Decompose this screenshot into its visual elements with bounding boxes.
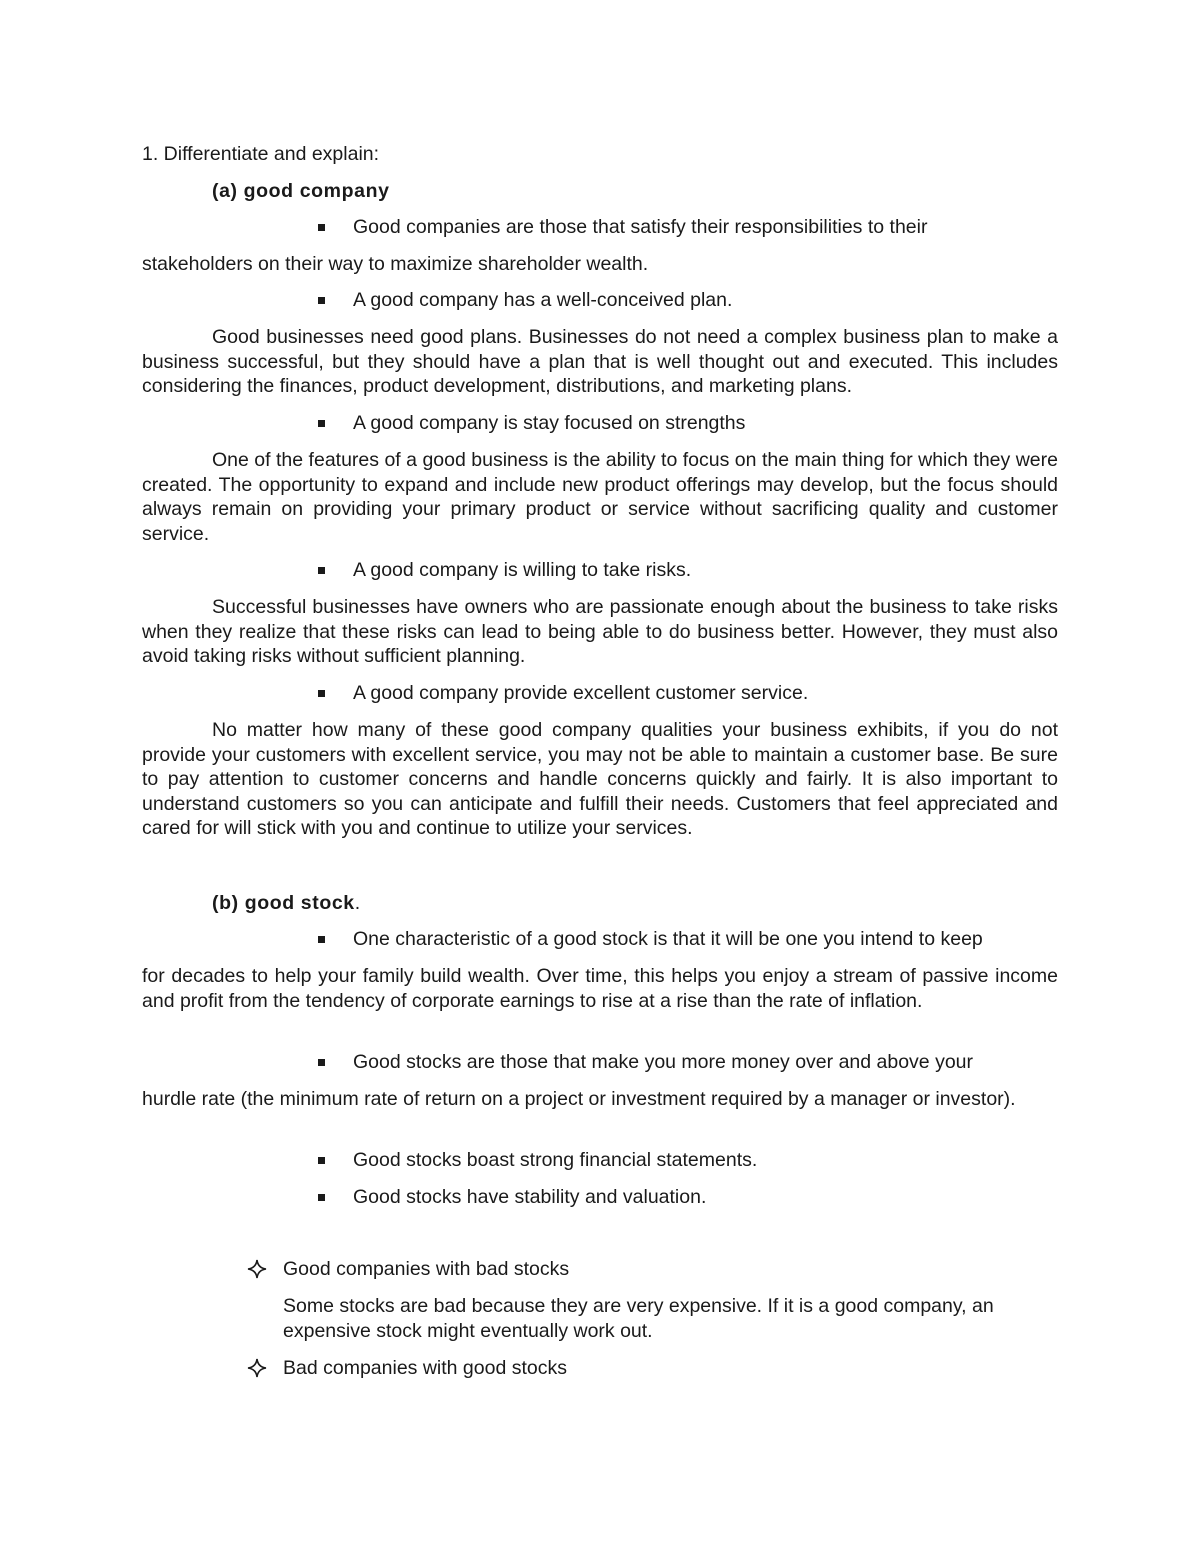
section-a-bullet-1-continuation: stakeholders on their way to maximize shareholder wealth. bbox=[142, 253, 649, 275]
section-a-bullet-5: A good company provide excellent customer service. bbox=[353, 682, 809, 704]
section-a-bullet-3: A good company is stay focused on strengths bbox=[353, 412, 746, 434]
section-a-paragraph-focus: One of the features of a good business is the ability to focus on the main thing for which they were created. The opportunity to expand and include new product offerings may develop, but the focus should always remain on providing your primary product or service without sacrificing quality and customer service. bbox=[142, 449, 1058, 545]
square-bullet-icon bbox=[318, 1059, 325, 1066]
section-a-bullet-4: A good company is willing to take risks. bbox=[353, 559, 692, 581]
square-bullet-icon bbox=[318, 1157, 325, 1164]
section-b-heading-line bbox=[212, 891, 360, 916]
section-a-bullet-1: Good companies are those that satisfy their responsibilities to their bbox=[353, 216, 928, 238]
square-bullet-icon bbox=[318, 936, 325, 943]
section-a-heading: (a) good company bbox=[212, 180, 390, 202]
section-a-paragraph-service: No matter how many of these good company qualities your business exhibits, if you do not provide your customers with excellent service, you may not be able to maintain a customer base. Be sure to pay attention to customer concerns and handle concerns quickly and fairly. It is also important to understand customers so you can anticipate and fulfill their needs. Customers that feel appreciated and cared for will stick with you and continue to utilize your services. bbox=[142, 719, 1058, 839]
section-b-bullet-4: Good stocks have stability and valuation. bbox=[353, 1186, 707, 1208]
section-b-bullet-2-continuation: hurdle rate (the minimum rate of return on a project or investment required by a manager or investor). bbox=[142, 1088, 1016, 1110]
section-a-bullet-2: A good company has a well-conceived plan. bbox=[353, 289, 733, 311]
square-bullet-icon bbox=[318, 224, 325, 231]
comparison-item-2: Bad companies with good stocks bbox=[283, 1357, 567, 1379]
comparison-item-1-body: Some stocks are bad because they are very expensive. If it is a good company, an expensive stock might eventually work out. bbox=[283, 1295, 994, 1342]
square-bullet-icon bbox=[318, 297, 325, 304]
section-b-bullet-2: Good stocks are those that make you more money over and above your bbox=[353, 1051, 974, 1073]
section-a-paragraph-risks: Successful businesses have owners who are passionate enough about the business to take risks when they realize that these risks can lead to being able to do business better. However, they must also avoid taking risks without sufficient planning. bbox=[142, 596, 1058, 667]
square-bullet-icon bbox=[318, 567, 325, 574]
square-bullet-icon bbox=[318, 420, 325, 427]
section-b-heading: (b) good stock bbox=[212, 892, 355, 914]
section-b-bullet-3: Good stocks boast strong financial statements. bbox=[353, 1149, 758, 1171]
diamond-bullet-icon bbox=[247, 1259, 267, 1279]
comparison-item-1: Good companies with bad stocks bbox=[283, 1258, 570, 1280]
section-b-bullet-1: One characteristic of a good stock is that it will be one you intend to keep bbox=[353, 928, 983, 950]
section-a-paragraph-plans: Good businesses need good plans. Businesses do not need a complex business plan to make a business successful, but they should have a plan that is well thought out and executed. This includes considering the finances, product development, distributions, and marketing plans. bbox=[142, 326, 1058, 397]
square-bullet-icon bbox=[318, 1194, 325, 1201]
square-bullet-icon bbox=[318, 690, 325, 697]
section-b-heading-period: . bbox=[354, 892, 361, 914]
question-title: 1. Differentiate and explain: bbox=[142, 143, 380, 165]
section-b-bullet-1-continuation: for decades to help your family build wealth. Over time, this helps you enjoy a stream of passive income and profit from the tendency of corporate earnings to rise at a rise than the rate of inflation. bbox=[142, 965, 1058, 1012]
diamond-bullet-icon bbox=[247, 1358, 267, 1378]
